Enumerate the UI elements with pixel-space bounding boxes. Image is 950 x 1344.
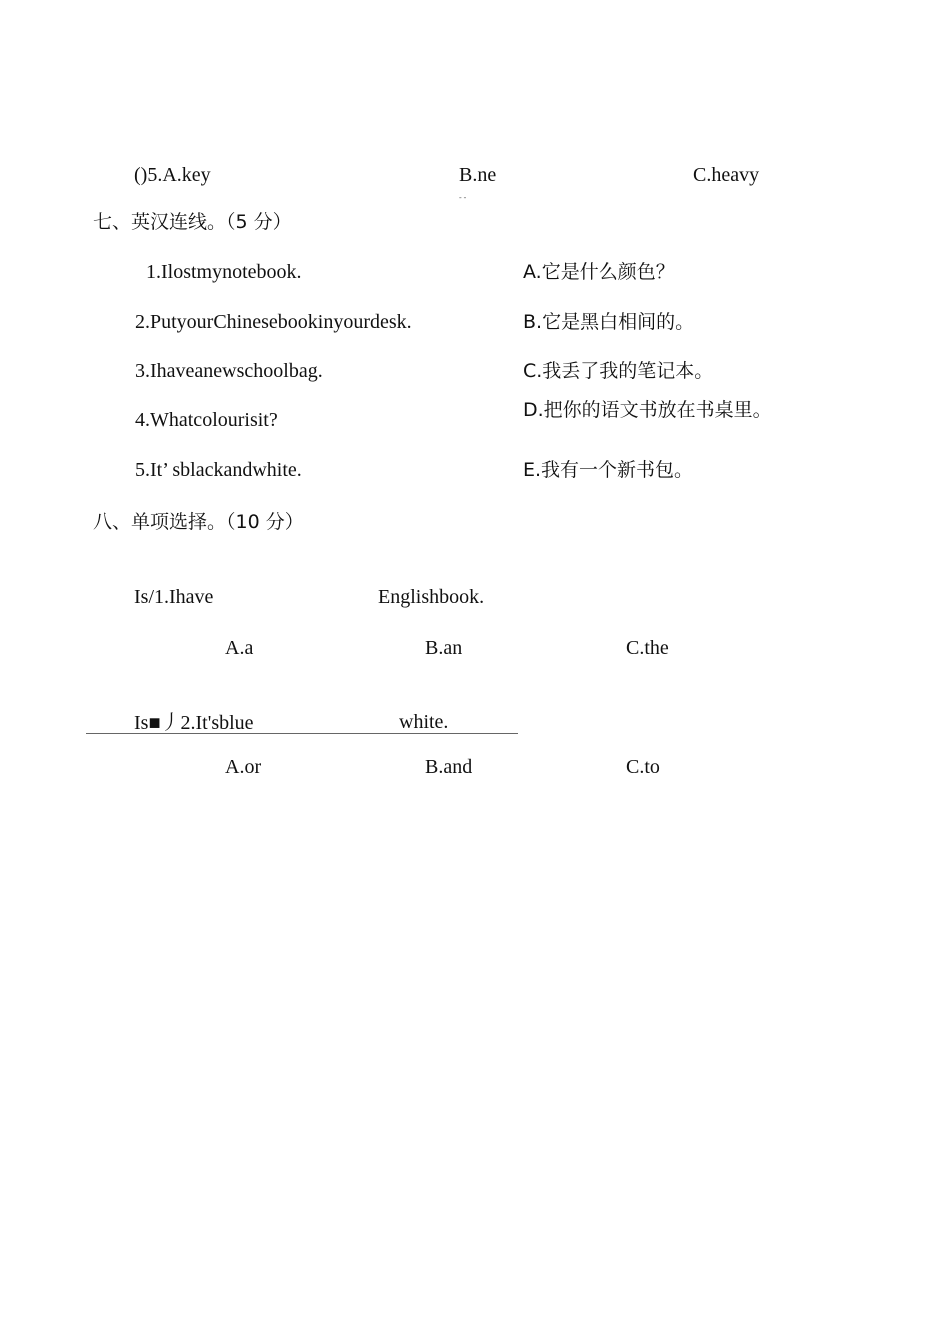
choice2-option-b: B.and	[425, 756, 473, 778]
match-english-4: 4.Whatcolourisit?	[135, 409, 278, 431]
choice2-option-c: C.to	[626, 756, 660, 778]
match-chinese-e: E.我有一个新书包。	[523, 459, 694, 481]
match-chinese-c: C.我丢了我的笔记本。	[523, 360, 714, 382]
choice2-underline	[86, 733, 518, 734]
match-english-2: 2.PutyourChinesebookinyourdesk.	[135, 311, 412, 333]
match-chinese-d: D.把你的语文书放在书桌里。	[523, 399, 772, 421]
choice1-option-a: A.a	[225, 637, 254, 659]
choice2-suffix: white.	[399, 711, 449, 733]
match-chinese-a: A.它是什么颜色？	[523, 261, 675, 283]
match-english-3: 3.Ihaveanewschoolbag.	[135, 360, 323, 382]
section8-heading: 八、单项选择。（10 分）	[93, 511, 304, 533]
choice1-option-c: C.the	[626, 637, 669, 659]
choice2-prefix: Is■丿2.It'sblue	[134, 712, 254, 734]
match-english-5: 5.It’ sblackandwhite.	[135, 459, 302, 481]
choice1-prefix: Is/1.Ihave	[134, 586, 214, 608]
q5-option-c: C.heavy	[693, 164, 760, 186]
q5-option-b: B.ne	[459, 164, 497, 186]
section7-heading: 七、英汉连线。（5 分）	[93, 211, 292, 233]
q5-stem: ()5.A.key	[134, 164, 211, 186]
choice2-option-a: A.or	[225, 756, 262, 778]
match-chinese-b: B.它是黑白相间的。	[523, 311, 695, 333]
q5-option-b-dashes: - -	[459, 193, 467, 202]
choice1-option-b: B.an	[425, 637, 463, 659]
choice1-suffix: Englishbook.	[378, 586, 485, 608]
match-english-1: 1.Ilostmynotebook.	[146, 261, 302, 283]
